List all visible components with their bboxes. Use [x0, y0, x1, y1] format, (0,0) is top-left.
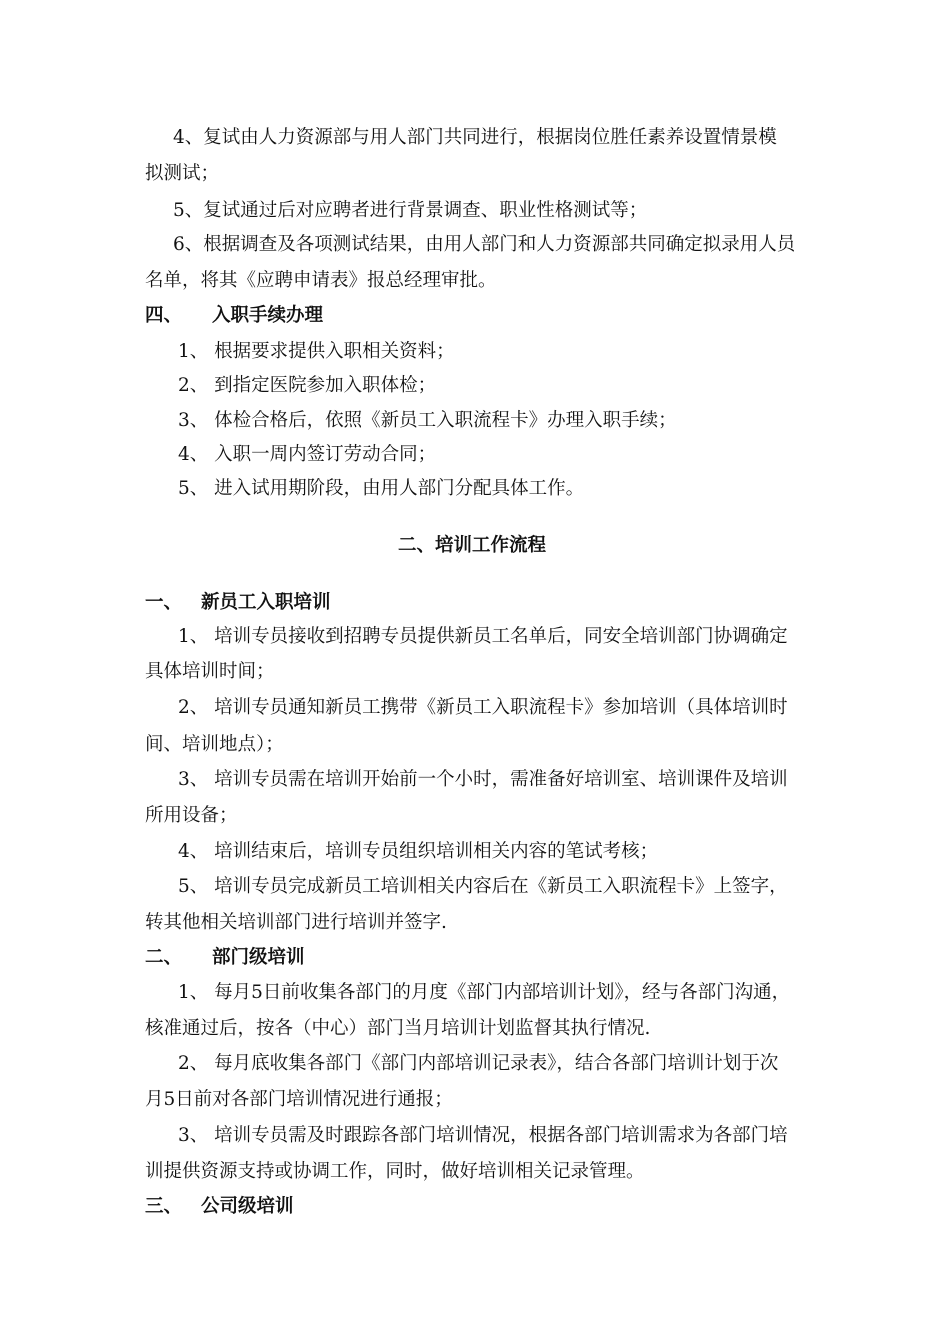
dept-item-2-line2: 月5日前对各部门培训情况进行通报；	[145, 1089, 453, 1110]
dept-item-1-line1: 1、 每月5日前收集各部门的月度《部门内部培训计划》，经与各部门沟通，	[178, 982, 791, 1003]
new-staff-item-2-line2: 间、培训地点）；	[145, 734, 284, 755]
dept-item-1-line2: 核准通过后，按各（中心）部门当月培训计划监督其执行情况.	[145, 1018, 651, 1039]
recruit-step-4-line2: 拟测试；	[145, 163, 220, 184]
section-title-company: 公司级培训	[201, 1196, 294, 1217]
dept-item-2-line1: 2、 每月底收集各部门《部门内部培训记录表》，结合各部门培训计划于次	[178, 1053, 779, 1074]
dept-item-3-line2: 训提供资源支持或协调工作，同时，做好培训相关记录管理。	[145, 1161, 645, 1182]
section-number-company: 三、	[145, 1196, 183, 1217]
new-staff-item-2-line1: 2、 培训专员通知新员工携带《新员工入职流程卡》参加培训（具体培训时	[178, 697, 788, 718]
section-title-new-staff: 新员工入职培训	[201, 592, 331, 613]
onboard-item-2: 2、 到指定医院参加入职体检；	[178, 375, 437, 396]
recruit-step-5: 5、复试通过后对应聘者进行背景调查、职业性格测试等；	[173, 200, 648, 221]
onboard-item-4: 4、 入职一周内签订劳动合同；	[178, 444, 437, 465]
training-section-title: 二、培训工作流程	[398, 535, 547, 556]
dept-item-3-line1: 3、 培训专员需及时跟踪各部门培训情况，根据各部门培训需求为各部门培	[178, 1125, 788, 1146]
new-staff-item-3-line2: 所用设备；	[145, 805, 238, 826]
recruit-step-4-line1: 4、复试由人力资源部与用人部门共同进行，根据岗位胜任素养设置情景模	[173, 127, 777, 148]
new-staff-item-1-line1: 1、 培训专员接收到招聘专员提供新员工名单后，同安全培训部门协调确定	[178, 626, 788, 647]
new-staff-item-3-line1: 3、 培训专员需在培训开始前一个小时，需准备好培训室、培训课件及培训	[178, 769, 788, 790]
section-number-onboard: 四、	[145, 305, 183, 326]
new-staff-item-5-line1: 5、 培训专员完成新员工培训相关内容后在《新员工入职流程卡》上签字，	[178, 876, 788, 897]
new-staff-item-4: 4、 培训结束后，培训专员组织培训相关内容的笔试考核；	[178, 841, 659, 862]
section-title-dept: 部门级培训	[212, 947, 305, 968]
recruit-step-6-line2: 名单，将其《应聘申请表》报总经理审批。	[145, 270, 497, 291]
new-staff-item-1-line2: 具体培训时间；	[145, 661, 275, 682]
onboard-item-1: 1、 根据要求提供入职相关资料；	[178, 341, 455, 362]
section-number-new-staff: 一、	[145, 592, 183, 613]
new-staff-item-5-line2: 转其他相关培训部门进行培训并签字.	[145, 912, 447, 933]
section-title-onboard: 入职手续办理	[212, 305, 324, 326]
onboard-item-3: 3、 体检合格后，依照《新员工入职流程卡》办理入职手续；	[178, 410, 677, 431]
recruit-step-6-line1: 6、根据调查及各项测试结果，由用人部门和人力资源部共同确定拟录用人员	[173, 234, 796, 255]
section-number-dept: 二、	[145, 947, 183, 968]
onboard-item-5: 5、 进入试用期阶段，由用人部门分配具体工作。	[178, 478, 585, 499]
